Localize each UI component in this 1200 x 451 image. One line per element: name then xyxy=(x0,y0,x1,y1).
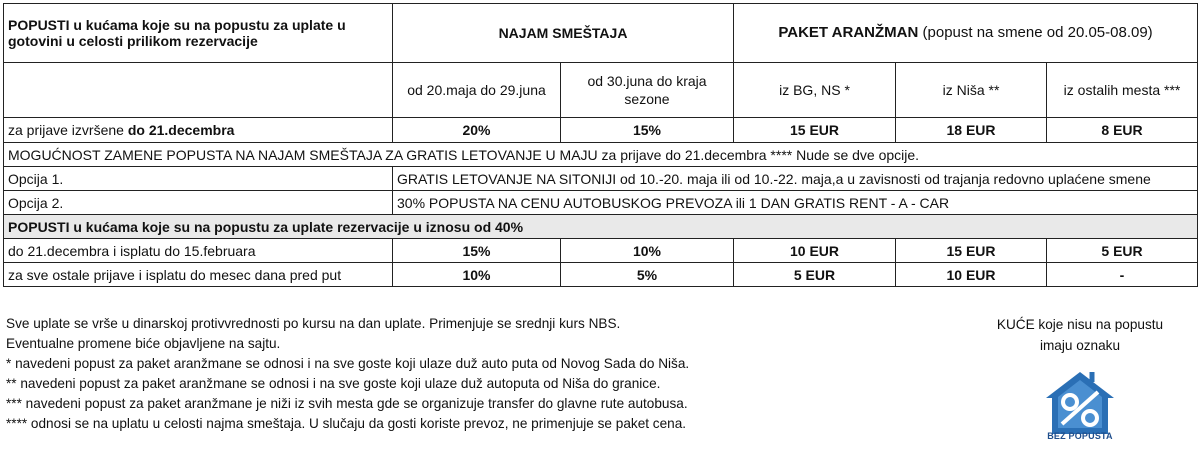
subheader-row xyxy=(4,63,1198,118)
header-row xyxy=(4,4,1198,63)
row-opcija-1 xyxy=(4,167,1198,191)
row-decembar-value: 20% xyxy=(393,118,561,143)
note-line: Eventualne promene biće objavljene na sajtu. xyxy=(6,336,281,351)
subheader-empty xyxy=(4,63,393,118)
note-line: *** navedeni popust za paket aranžmane je niži iz svih mesta gde se organizuje transfer do glavne rute autobusa. xyxy=(6,396,688,411)
row-februar-value: 15 EUR xyxy=(896,239,1047,263)
mogucnost-text: MOGUĆNOST ZAMENE POPUSTA NA NAJAM SMEŠTAJA ZA GRATIS LETOVANJE U MAJU za prijave do 21.decembra **** Nude se dve opcije. xyxy=(4,143,1198,167)
col-paket-ostala-mesta: iz ostalih mesta *** xyxy=(1047,63,1198,118)
header-left-title: POPUSTI u kućama koje su na popustu za uplate u gotovini u celosti prilikom rezervacije xyxy=(4,4,393,63)
header-najam-smestaja: NAJAM SMEŠTAJA xyxy=(393,4,734,63)
row-februar-value: 5 EUR xyxy=(1047,239,1198,263)
note-line: ** navedeni popust za paket aranžmane se odnosi i na sve goste koji ulaze duž autoputa od Niša do granice. xyxy=(6,376,661,391)
row-ostale-value: 10 EUR xyxy=(896,263,1047,287)
row-ostale-prijave xyxy=(4,263,1198,287)
note-line: **** odnosi se na uplatu u celosti najma smeštaja. U slučaju da gosti koriste prevoz, ne primenjuje se paket cena. xyxy=(6,416,687,431)
row-februar xyxy=(4,239,1198,263)
row-ostale-value: - xyxy=(1047,263,1198,287)
row-ostale-label: za sve ostale prijave i isplatu do mesec dana pred put xyxy=(4,263,393,287)
side-note-line-1: KUĆE koje nisu na popustu xyxy=(996,317,1164,332)
row-decembar-value: 15 EUR xyxy=(734,118,896,143)
row-februar-value: 10% xyxy=(561,239,734,263)
footnotes xyxy=(6,314,886,434)
header-paket-title: PAKET ARANŽMAN xyxy=(778,24,919,41)
opcija-2-text: 30% POPUSTA NA CENU AUTOBUSKOG PREVOZA ili 1 DAN GRATIS RENT - A - CAR xyxy=(393,191,1198,215)
row-februar-label: do 21.decembra i isplatu do 15.februara xyxy=(4,239,393,263)
row-opcija-2 xyxy=(4,191,1198,215)
row-decembar-value: 8 EUR xyxy=(1047,118,1198,143)
opcija-2-label: Opcija 2. xyxy=(4,191,393,215)
row-februar-value: 10 EUR xyxy=(734,239,896,263)
row-decembar xyxy=(4,118,1198,143)
section-2-header: POPUSTI u kućama koje su na popustu za uplate rezervacije u iznosu od 40% xyxy=(4,215,1198,239)
row-ostale-value: 5 EUR xyxy=(734,263,896,287)
col-paket-nis: iz Niša ** xyxy=(896,63,1047,118)
row-ostale-value: 10% xyxy=(393,263,561,287)
row-decembar-value: 18 EUR xyxy=(896,118,1047,143)
col-najam-period-1: od 20.maja do 29.juna xyxy=(393,63,561,118)
header-paket-subtitle: (popust na smene od 20.05-08.09) xyxy=(918,24,1153,41)
row-decembar-label-bold: do 21.decembra xyxy=(127,122,235,138)
col-najam-period-2: od 30.juna do kraja sezone xyxy=(561,63,734,118)
logo-label: BEZ POPUSTA xyxy=(1047,431,1113,441)
discount-table xyxy=(3,3,1198,287)
section-2-header-row xyxy=(4,215,1198,239)
note-line: * navedeni popust za paket aranžmane se odnosi i na sve goste koji ulaze duž auto puta od Novog Sada do Niša. xyxy=(6,356,690,371)
row-decembar-value: 15% xyxy=(561,118,734,143)
row-decembar-label xyxy=(4,118,393,143)
side-note-line-2: imaju oznaku xyxy=(1039,338,1121,353)
note-line: Sve uplate se vrše u dinarskoj protivvrednosti po kursu na dan uplate. Primenjuje se srednji kurs NBS. xyxy=(6,316,621,331)
col-paket-bg-ns: iz BG, NS * xyxy=(734,63,896,118)
opcija-1-text: GRATIS LETOVANJE NA SITONIJI od 10.-20. maja ili od 10.-22. maja,a u zavisnosti od trajanja redovno uplaćene smene xyxy=(393,167,1198,191)
side-note xyxy=(960,314,1200,356)
row-februar-value: 15% xyxy=(393,239,561,263)
row-mogucnost xyxy=(4,143,1198,167)
opcija-1-label: Opcija 1. xyxy=(4,167,393,191)
pricing-document xyxy=(3,3,1197,287)
row-ostale-value: 5% xyxy=(561,263,734,287)
row-decembar-label-text: za prijave izvršene xyxy=(8,122,128,138)
header-paket-aranzman xyxy=(734,4,1198,63)
